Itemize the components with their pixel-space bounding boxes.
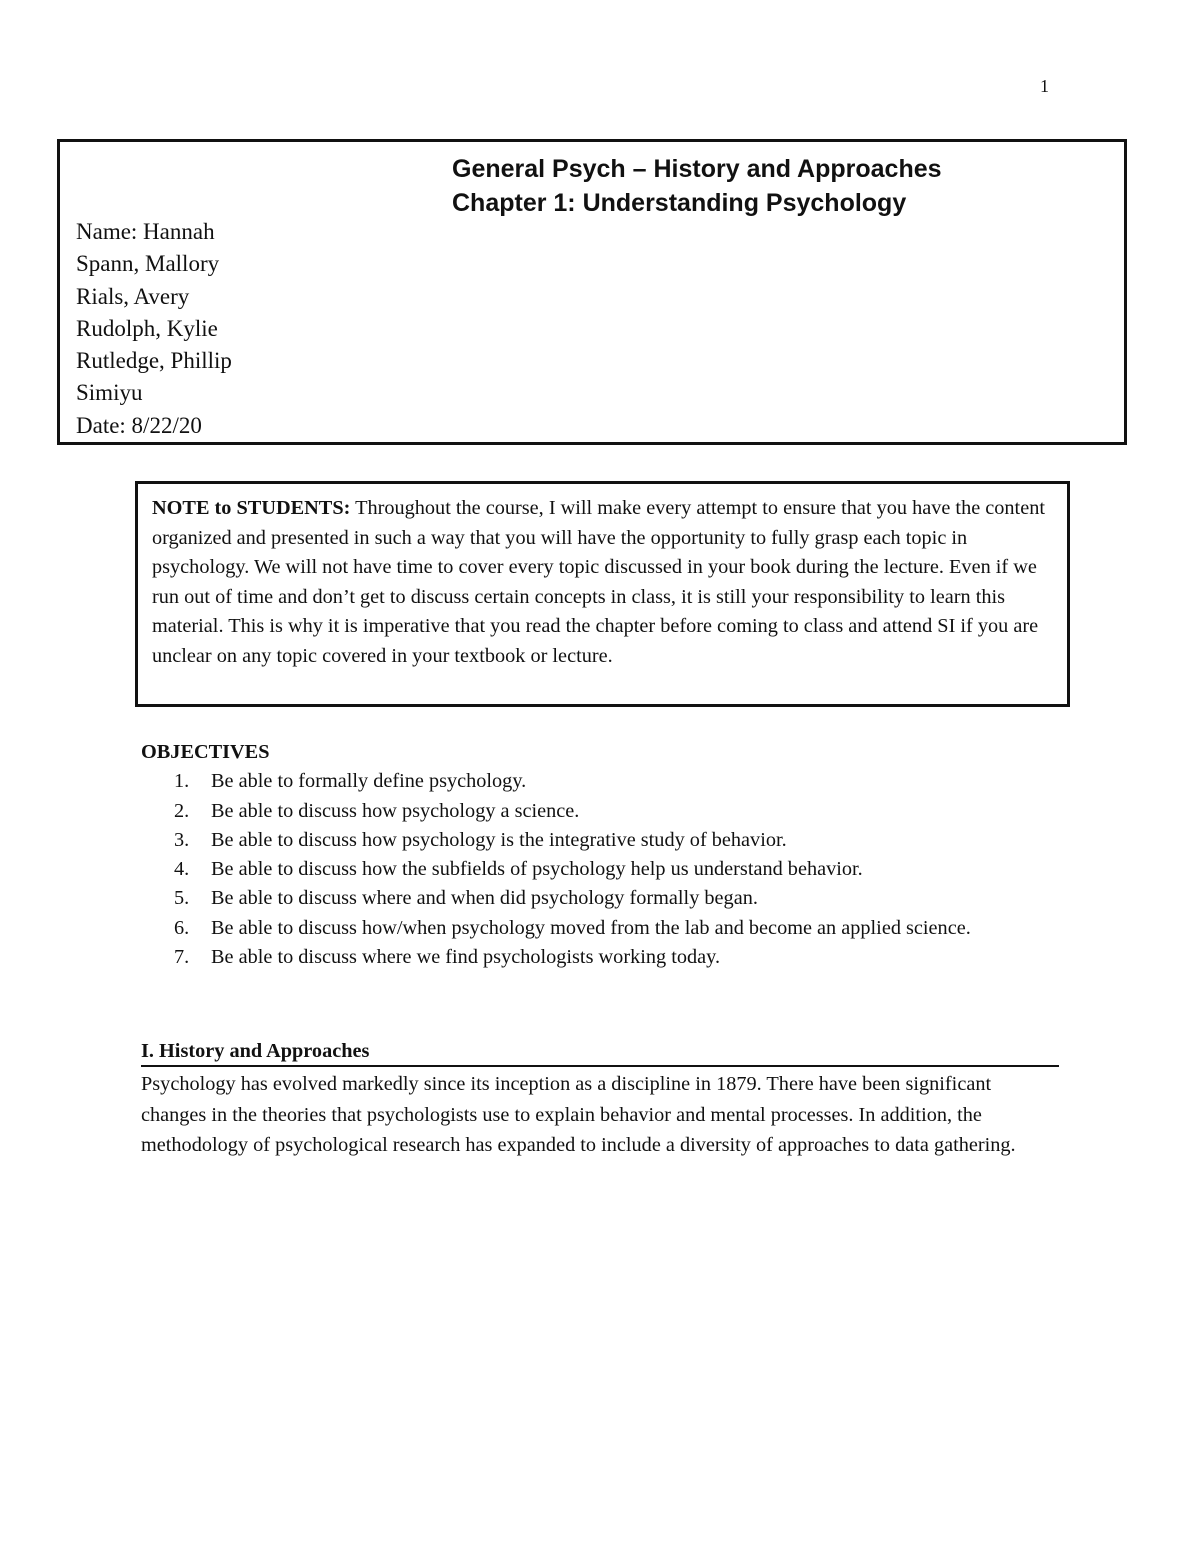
- objective-item: [141, 914, 1041, 943]
- objective-item: [141, 943, 1041, 972]
- course-title: General Psych – History and Approaches: [452, 155, 942, 183]
- name-line: Rudolph, Kylie: [76, 315, 218, 341]
- objective-item: [141, 884, 1041, 913]
- name-line: Rutledge, Phillip: [76, 348, 232, 374]
- document-title: [452, 152, 942, 220]
- note-to-students-box: [135, 481, 1070, 707]
- objective-text: Be able to discuss where and when did psychology formally began.: [211, 887, 758, 910]
- objective-number: 2.: [174, 799, 190, 822]
- date-line: Date: 8/22/20: [76, 412, 202, 438]
- history-section: [141, 1037, 1059, 1161]
- objective-number: 6.: [174, 916, 190, 939]
- name-line: Simiyu: [76, 380, 143, 406]
- objectives-section: [141, 738, 1041, 972]
- header-box: [57, 139, 1127, 445]
- chapter-title: Chapter 1: Understanding Psychology: [452, 189, 907, 217]
- objective-item: [141, 826, 1041, 855]
- objective-number: 3.: [174, 828, 190, 851]
- objective-text: Be able to discuss how the subfields of psychology help us understand behavior.: [211, 858, 863, 881]
- objectives-heading: OBJECTIVES: [141, 741, 270, 763]
- name-line: Name: Hannah: [76, 219, 215, 244]
- section-body: Psychology has evolved markedly since its inception as a discipline in 1879. There have been significant changes in the theories that psychologists use to explain behavior and mental processes. In addition, the methodology of psychological research has expanded to include a diversity of approaches to data gathering.: [141, 1073, 1016, 1157]
- objective-text: Be able to discuss how/when psychology moved from the lab and become an applied science.: [211, 916, 971, 939]
- name-line: Spann, Mallory: [76, 251, 220, 277]
- objective-number: 1.: [174, 770, 190, 793]
- objective-text: Be able to formally define psychology.: [211, 770, 527, 793]
- objective-item: [141, 855, 1041, 884]
- page-number: 1: [1040, 76, 1049, 96]
- objective-number: 7.: [174, 946, 190, 969]
- note-label: NOTE to STUDENTS:: [152, 497, 351, 519]
- name-line: Rials, Avery: [76, 283, 190, 309]
- objective-text: Be able to discuss how psychology is the integrative study of behavior.: [211, 828, 787, 851]
- objective-text: Be able to discuss where we find psychologists working today.: [211, 946, 721, 969]
- objective-number: 5.: [174, 887, 190, 910]
- objective-number: 4.: [174, 858, 190, 881]
- section-heading: I. History and Approaches: [141, 1037, 1059, 1067]
- objective-text: Be able to discuss how psychology a science.: [211, 799, 580, 822]
- objectives-list: [141, 767, 1041, 972]
- objective-item: [141, 797, 1041, 826]
- student-info: [76, 216, 232, 442]
- note-text: Throughout the course, I will make every attempt to ensure that you have the content organized and presented in such a way that you will have the opportunity to fully grasp each topic in psychology. We will not have time to cover every topic discussed in your book during the lecture. Even if we run out of time and don’t get to discuss certain concepts in class, it is still your responsibility to learn this material. This is why it is imperative that you read the chapter before coming to class and attend SI if you are unclear on any topic covered in your textbook or lecture.: [152, 497, 1045, 667]
- objective-item: [141, 767, 1041, 796]
